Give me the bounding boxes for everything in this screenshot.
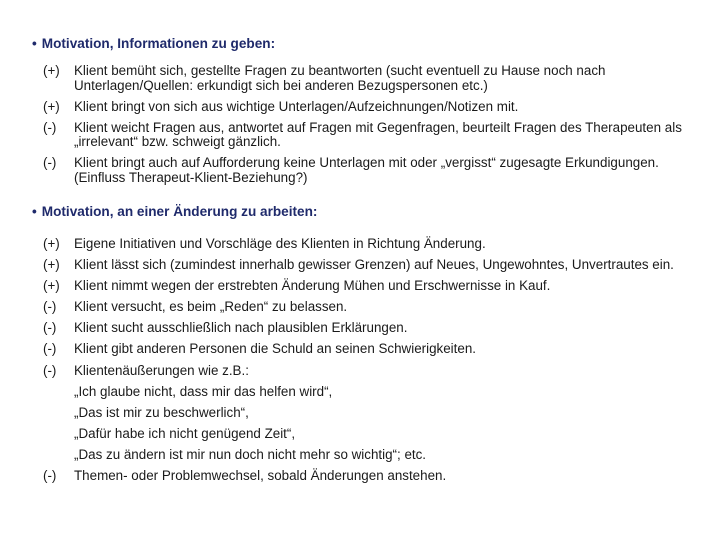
- list-item: [43, 342, 693, 357]
- item-text: Klient sucht ausschließlich nach plausiblen Erklärungen.: [74, 320, 408, 336]
- list-item: [43, 321, 693, 336]
- list-item: [43, 469, 693, 484]
- bullet-icon: •: [32, 36, 37, 51]
- list-item: [43, 237, 693, 252]
- item-text: Klient bemüht sich, gestellte Fragen zu beantworten (sucht eventuell zu Hause noch nach Unterlagen/Quellen: erkundigt sich bei anderen Bezugspersonen etc.): [74, 63, 606, 93]
- quote-line: „Das ist mir zu beschwerlich“,: [74, 404, 249, 420]
- list-item: [43, 364, 693, 379]
- list-item: [43, 279, 693, 294]
- item-list-change: [43, 237, 693, 490]
- item-text: Klient versucht, es beim „Reden“ zu belassen.: [74, 299, 348, 315]
- item-text: Klient bringt von sich aus wichtige Unterlagen/Aufzeichnungen/Notizen mit.: [74, 98, 519, 114]
- list-item: [43, 258, 693, 273]
- section-heading-text: Motivation, Informationen zu geben:: [41, 36, 276, 51]
- item-text: Klient weicht Fragen aus, antwortet auf Fragen mit Gegenfragen, beurteilt Fragen des Therapeuten als „irrelevant“ bzw. schweigt gänzlich.: [74, 119, 682, 150]
- item-marker: (+): [43, 63, 60, 78]
- section-heading-text: Motivation, an einer Änderung zu arbeiten:: [41, 204, 318, 219]
- list-item: [43, 64, 693, 93]
- item-marker: (+): [43, 236, 60, 251]
- item-marker: (-): [43, 362, 57, 378]
- quote-line: „Ich glaube nicht, dass mir das helfen wird“,: [74, 383, 333, 399]
- item-text: Klient gibt anderen Personen die Schuld an seinen Schwierigkeiten.: [74, 341, 476, 357]
- section-heading-information: [32, 36, 275, 51]
- bullet-icon: •: [32, 204, 37, 219]
- item-marker: (+): [43, 278, 60, 294]
- item-marker: (-): [43, 299, 57, 315]
- list-item: [43, 156, 693, 185]
- item-text: Themen- oder Problemwechsel, sobald Änderungen anstehen.: [74, 468, 447, 484]
- item-marker: (+): [43, 98, 60, 114]
- item-marker: (-): [43, 341, 57, 357]
- quote-line: „Dafür habe ich nicht genügend Zeit“,: [74, 425, 296, 441]
- list-item: [43, 100, 693, 115]
- section-heading-change: [32, 204, 317, 219]
- list-item: [43, 121, 693, 150]
- item-text: Eigene Initiativen und Vorschläge des Klienten in Richtung Änderung.: [74, 236, 486, 251]
- item-list-information: [43, 64, 693, 192]
- list-item: [43, 300, 693, 315]
- item-text: Klientenäußerungen wie z.B.:: [74, 362, 249, 378]
- item-text: Klient nimmt wegen der erstrebten Änderung Mühen und Erschwernisse in Kauf.: [74, 278, 551, 294]
- item-marker: (+): [43, 257, 60, 273]
- item-marker: (-): [43, 119, 57, 135]
- item-text: Klient lässt sich (zumindest innerhalb gewisser Grenzen) auf Neues, Ungewohntes, Unvertrautes ein.: [74, 257, 674, 273]
- item-text: Klient bringt auch auf Aufforderung keine Unterlagen mit oder „vergisst“ zugesagte Erkundigungen. (Einfluss Therapeut-Klient-Beziehung?): [74, 155, 659, 185]
- quote-line: „Das zu ändern ist mir nun doch nicht mehr so wichtig“; etc.: [74, 446, 427, 462]
- item-marker: (-): [43, 468, 57, 484]
- item-marker: (-): [43, 155, 57, 171]
- item-marker: (-): [43, 320, 57, 336]
